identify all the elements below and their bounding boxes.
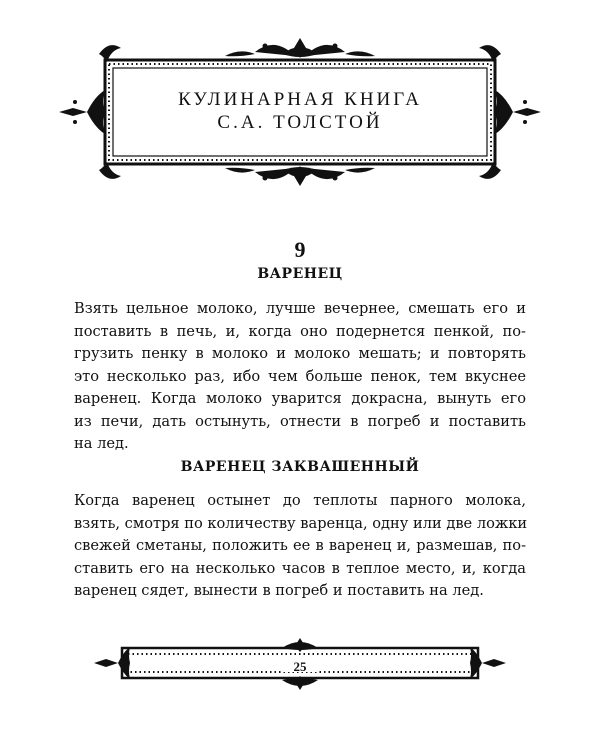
text-line: взять, смотря по количеству варенца, одну или две ложки — [74, 514, 528, 532]
recipe-title: ВАРЕНЕЦ ЗАКВАШЕННЫЙ — [180, 459, 420, 475]
book-author: С.А. ТОЛСТОЙ — [217, 112, 383, 133]
recipe-text — [74, 298, 526, 456]
text-line: поставить в печь, и, когда оно подернется пенкой, по- — [74, 322, 526, 340]
header-ornamental-frame — [55, 32, 545, 192]
text-line: из печи, дать остынуть, отнести в погреб и поставить — [74, 412, 526, 430]
text-line: Взять цельное молоко, лучше вечернее, смешать его и — [74, 300, 526, 317]
text-line: на лед. — [74, 435, 129, 452]
text-line: варенец. Когда молоко уварится докрасна, вынуть его — [74, 390, 526, 407]
text-line: грузить пенку в молоко и молоко мешать; и повторять — [74, 345, 526, 362]
text-line: Когда варенец остынет до теплоты парного молока, — [74, 492, 526, 509]
recipe-title: ВАРЕНЕЦ — [257, 266, 343, 282]
footer-ornamental-frame — [92, 636, 508, 692]
text-line: варенец сядет, вынести в погреб и поставить на лед. — [74, 582, 484, 599]
recipe-text — [74, 490, 526, 603]
book-title: КУЛИНАРНАЯ КНИГА — [178, 89, 422, 110]
page-number: 25 — [293, 659, 307, 674]
recipe-number: 9 — [294, 237, 306, 262]
text-line: ставить его на несколько часов в теплое место, и, когда — [74, 559, 526, 577]
text-line: это несколько раз, ибо чем больше пенок, тем вкуснее — [74, 367, 526, 385]
text-line: свежей сметаны, положить ее в варенец и, размешав, по- — [74, 537, 526, 554]
